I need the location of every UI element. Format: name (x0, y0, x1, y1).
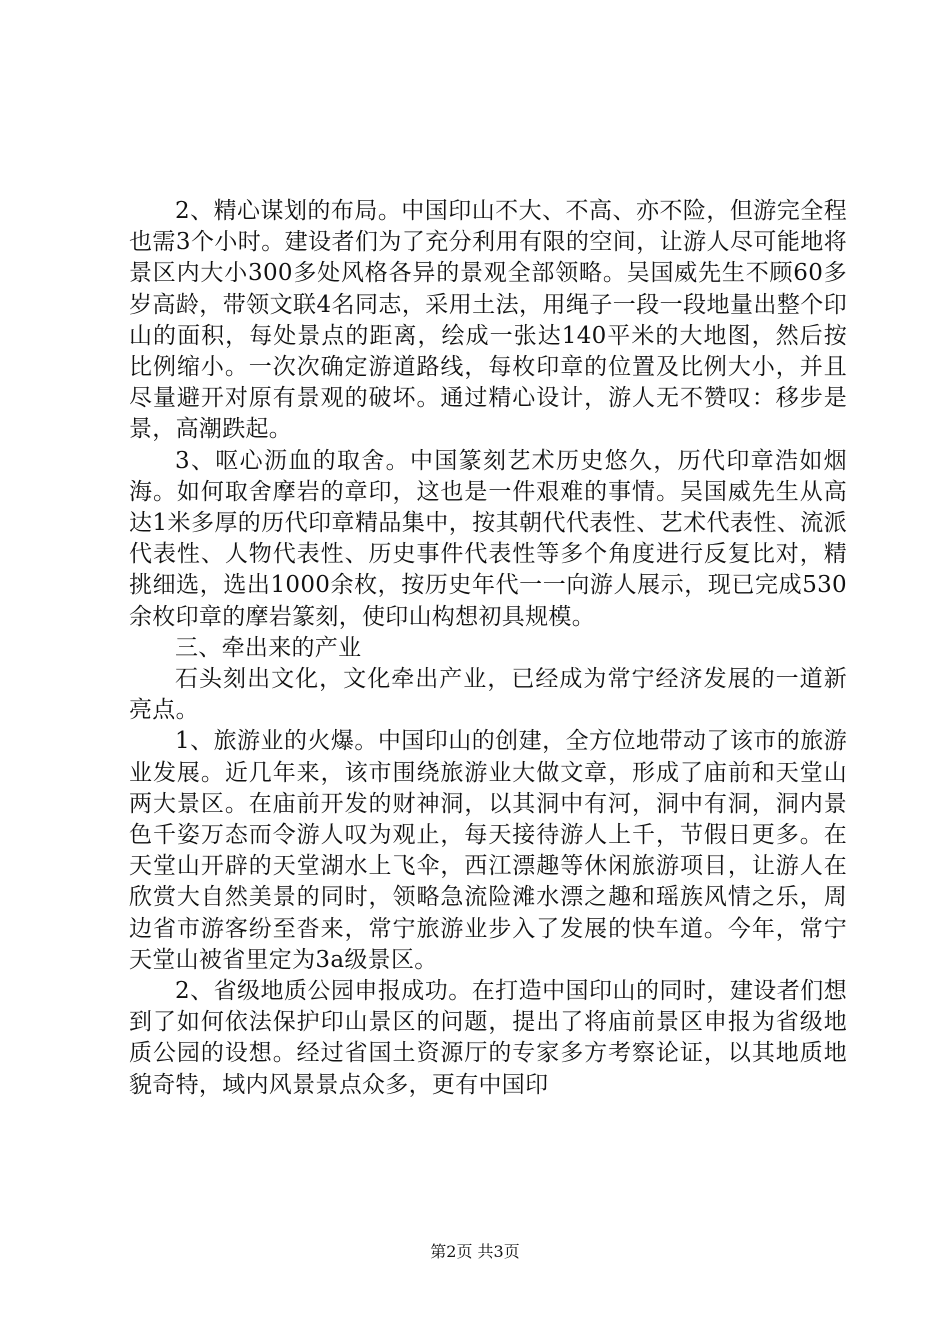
page-footer: 第2页 共3页 (430, 1242, 520, 1261)
paragraph-tourism: 1、旅游业的火爆。中国印山的创建，全方位地带动了该市的旅游业发展。近几年来，该市围绕旅游业大做文章，形成了庙前和天堂山两大景区。在庙前开发的财神洞，以其洞中有河，洞中有洞，洞内景色千姿万态而令游人叹为观止，每天接待游人上千，节假日更多。在天堂山开辟的天堂湖水上飞伞，西江漂趣等休闲旅游项目，让游人在欣赏大自然美景的同时，领略急流险滩水漂之趣和瑶族风情之乐，周边省市游客纷至沓来，常宁旅游业步入了发展的快车道。今年，常宁天堂山被省里定为3a级景区。 (129, 728, 847, 973)
section-heading: 三、牵出来的产业 (175, 634, 362, 661)
paragraph-selection: 3、呕心沥血的取舍。中国篆刻艺术历史悠久，历代印章浩如烟海。如何取舍摩岩的章印，这也是一件艰难的事情。吴国威先生从高达1米多厚的历代印章精品集中，按其朝代代表性、艺术代表性、流派代表性、人物代表性、历史事件代表性等多个角度进行反复比对，精挑细选，选出1000余枚，按历史年代一一向游人展示，现已完成530余枚印章的摩岩篆刻，使印山构想初具规模。 (129, 447, 847, 630)
paragraph-layout: 2、精心谋划的布局。中国印山不大、不高、亦不险，但游完全程也需3个小时。建设者们为了充分利用有限的空间，让游人尽可能地将景区内大小300多处风格各异的景观全部领略。吴国威先生不顾60多岁高龄，带领文联4名同志，采用土法，用绳子一段一段地量出整个印山的面积，每处景点的距离，绘成一张达140平米的大地图，然后按比例缩小。一次次确定游道路线，每枚印章的位置及比例大小，并且尽量避开对原有景观的破坏。通过精心设计，游人无不赞叹：移步是景，高潮跌起。 (129, 198, 847, 443)
paragraph-geopark: 2、省级地质公园申报成功。在打造中国印山的同时，建设者们想到了如何依法保护印山景区的问题，提出了将庙前景区申报为省级地质公园的设想。经过省国土资源厅的专家多方考察论证，以其地质地貌奇特，域内风景景点众多，更有中国印 (129, 978, 847, 1098)
paragraph-intro: 石头刻出文化，文化牵出产业，已经成为常宁经济发展的一道新亮点。 (129, 666, 847, 724)
body-text (129, 196, 847, 1101)
